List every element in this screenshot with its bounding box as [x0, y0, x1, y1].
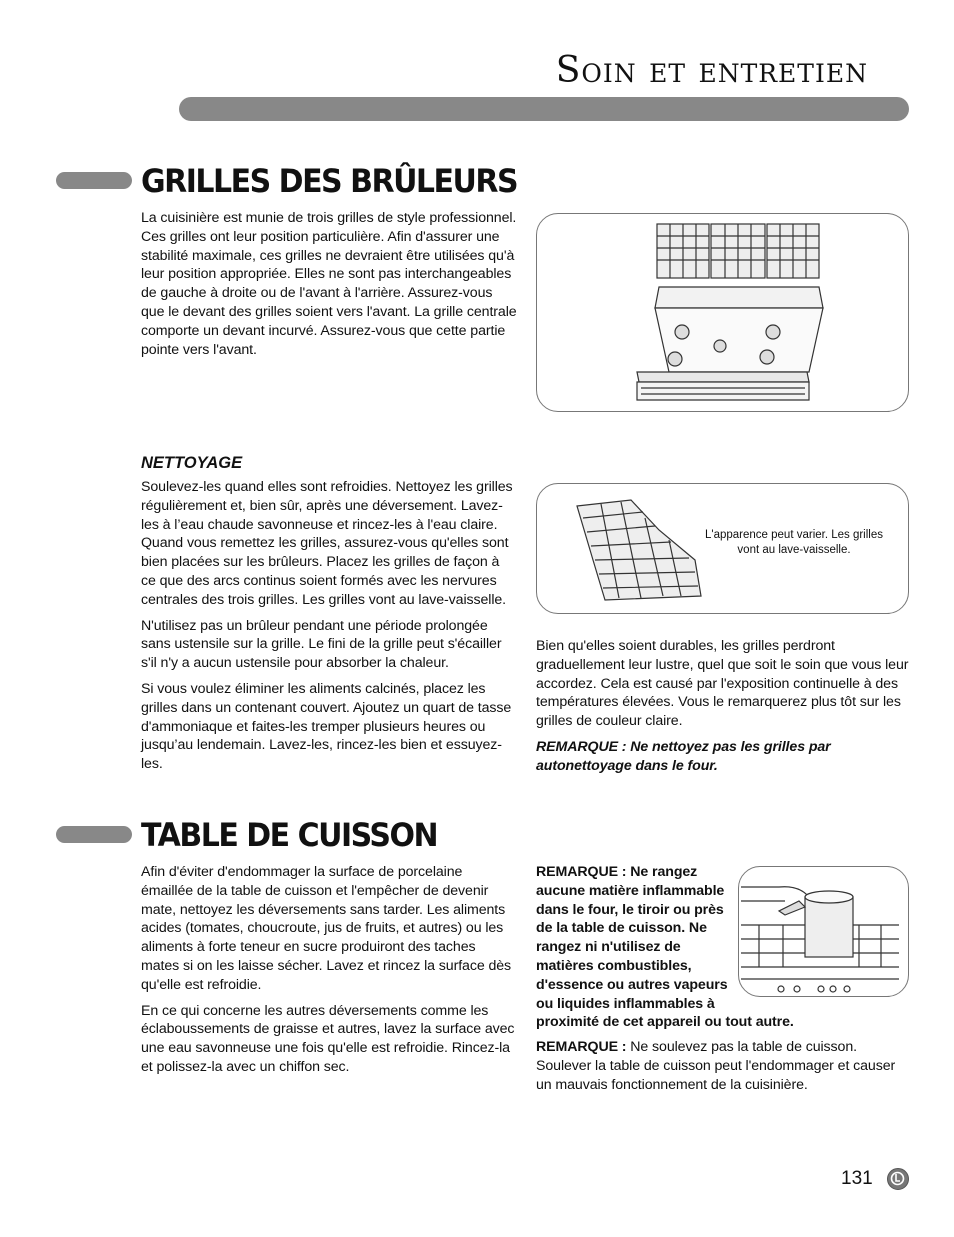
cooktop-paragraph-2: En ce qui concerne les autres déversements comme les éclaboussements de graisse et autres, lavez la surface avec une eau savonneuse une fois qu'elle est refroidie. Rincez-la et polissez-la avec un chiffon sec.: [141, 1002, 515, 1075]
grilles-intro-text: La cuisinière est munie de trois grilles de style professionnel. Ces grilles ont leur position particulière. Afin d'assurer une stabilité maximale, ces grilles ne devraient être utilisées qu'à leur position appropriée. Elles ne sont pas interchangeables de gauche à droite ou de l'avant à l'arrière. Assurez-vous que le devant des grilles soient vers l'avant. La grille centrale comporte un devant incurvé. Assurez-vous que cette partie pointe vers l'avant.: [141, 210, 517, 358]
grate-right-icon: [767, 224, 819, 278]
lift-note-text: Ne soulevez pas la table de cuisson. Soulever la table de cuisson peut l'endommager et causer un mauvais fonctionnement de la cuisinière.: [536, 1039, 896, 1093]
cooktop-paragraph-1: Afin d'éviter d'endommager la surface de porcelaine émaillée de la table de cuisson et l'empêcher de devenir mate, nettoyez les déversements sans tarder. Les aliments acides (tomates, choucroute, jus de fruits, et autres) ou les aliments à forte teneur en sucre produiront des taches mates si on les laisse sécher. Lavez et rincez la surface dès qu'elle est refroidie.: [141, 864, 512, 993]
grate-center-icon: [711, 224, 765, 278]
cleaning-text: [141, 478, 517, 781]
grate-left-icon: [657, 224, 709, 278]
figure-pot-cooktop: [738, 866, 909, 997]
lg-logo-icon: [887, 1168, 909, 1190]
grilles-intro: [141, 209, 517, 366]
cooktop-pot-illustration: [739, 867, 907, 995]
figure-grate-dishwasher: [536, 483, 909, 614]
self-clean-note: REMARQUE : Ne nettoyez pas les grilles par autonettoyage dans le four.: [536, 738, 831, 774]
cleaning-subtitle: NETTOYAGE: [141, 454, 243, 472]
chapter-title: Soin et entretien: [555, 50, 868, 91]
flammable-warning-text: REMARQUE : Ne rangez aucune matière inflammable dans le four, le tiroir ou près de la table de cuisson. Ne rangez ni n'utilisez de matières combustibles, d'essence ou autres vapeurs ou liquides inflammables à: [536, 864, 728, 1012]
cleaning-paragraph-1: Soulevez-les quand elles sont refroidies. Nettoyez les grilles régulièrement et, bien sûr, après une déversement. Lavez-les à l’eau chaude savonneuse et rincez-les à l'eau claire. Quand vous remettez les grilles, assurez-vous qu'elles sont bien placées sur les brûleurs. Placez les grilles de façon à ce que des arcs continus soient formés avec les nervures centrales des trois grilles. Les grilles vont au lave-vaisselle.: [141, 479, 513, 608]
figure-caption: L'apparence peut varier. Les grilles vont au lave-vaisselle.: [705, 529, 883, 556]
durability-text: [536, 637, 910, 783]
flammable-warning-bottom: [536, 1013, 916, 1032]
grate-icon: [571, 496, 711, 604]
durability-paragraph: Bien qu'elles soient durables, les grilles perdront graduellement leur lustre, quel que soit le soin que vous leur accordez. Cela est causé par l'exposition continuelle à des températures élevées. Vous le remarquerez plus tôt sur les grilles de couleur claire.: [536, 638, 909, 730]
cleaning-paragraph-2: N'utilisez pas un brûleur pendant une période prolongée sans ustensile sur la grille. Le fini de la grille peut s'écailler s'il n'y a aucun ustensile pour absorber la chaleur.: [141, 617, 502, 672]
cleaning-paragraph-3: Si vous voulez éliminer les aliments calcinés, placez les grilles dans un contenant couvert. Ajoutez un quart de tasse d'ammoniaque et faites-les tremper plusieurs heures ou jusqu’au lendemain. Lavez-les, rincez-les bien et essuyez-les.: [141, 680, 512, 773]
section-title-grilles: GRILLES DES BRÛLEURS: [141, 163, 518, 201]
lift-note-label: REMARQUE :: [536, 1039, 627, 1055]
page-number: 131: [841, 1168, 873, 1189]
header-bar: [179, 97, 909, 121]
flammable-warning-text-end: proximité de cet appareil ou tout autre.: [536, 1014, 794, 1030]
flammable-warning-top: [536, 863, 736, 1013]
section-marker: [56, 826, 132, 843]
lift-note: [536, 1038, 910, 1101]
section-title-cooktop: TABLE DE CUISSON: [141, 817, 438, 855]
cooktop-text: [141, 863, 517, 1084]
section-marker: [56, 172, 132, 189]
figure-grates-range: [536, 213, 909, 412]
range-grates-illustration: [537, 214, 907, 410]
